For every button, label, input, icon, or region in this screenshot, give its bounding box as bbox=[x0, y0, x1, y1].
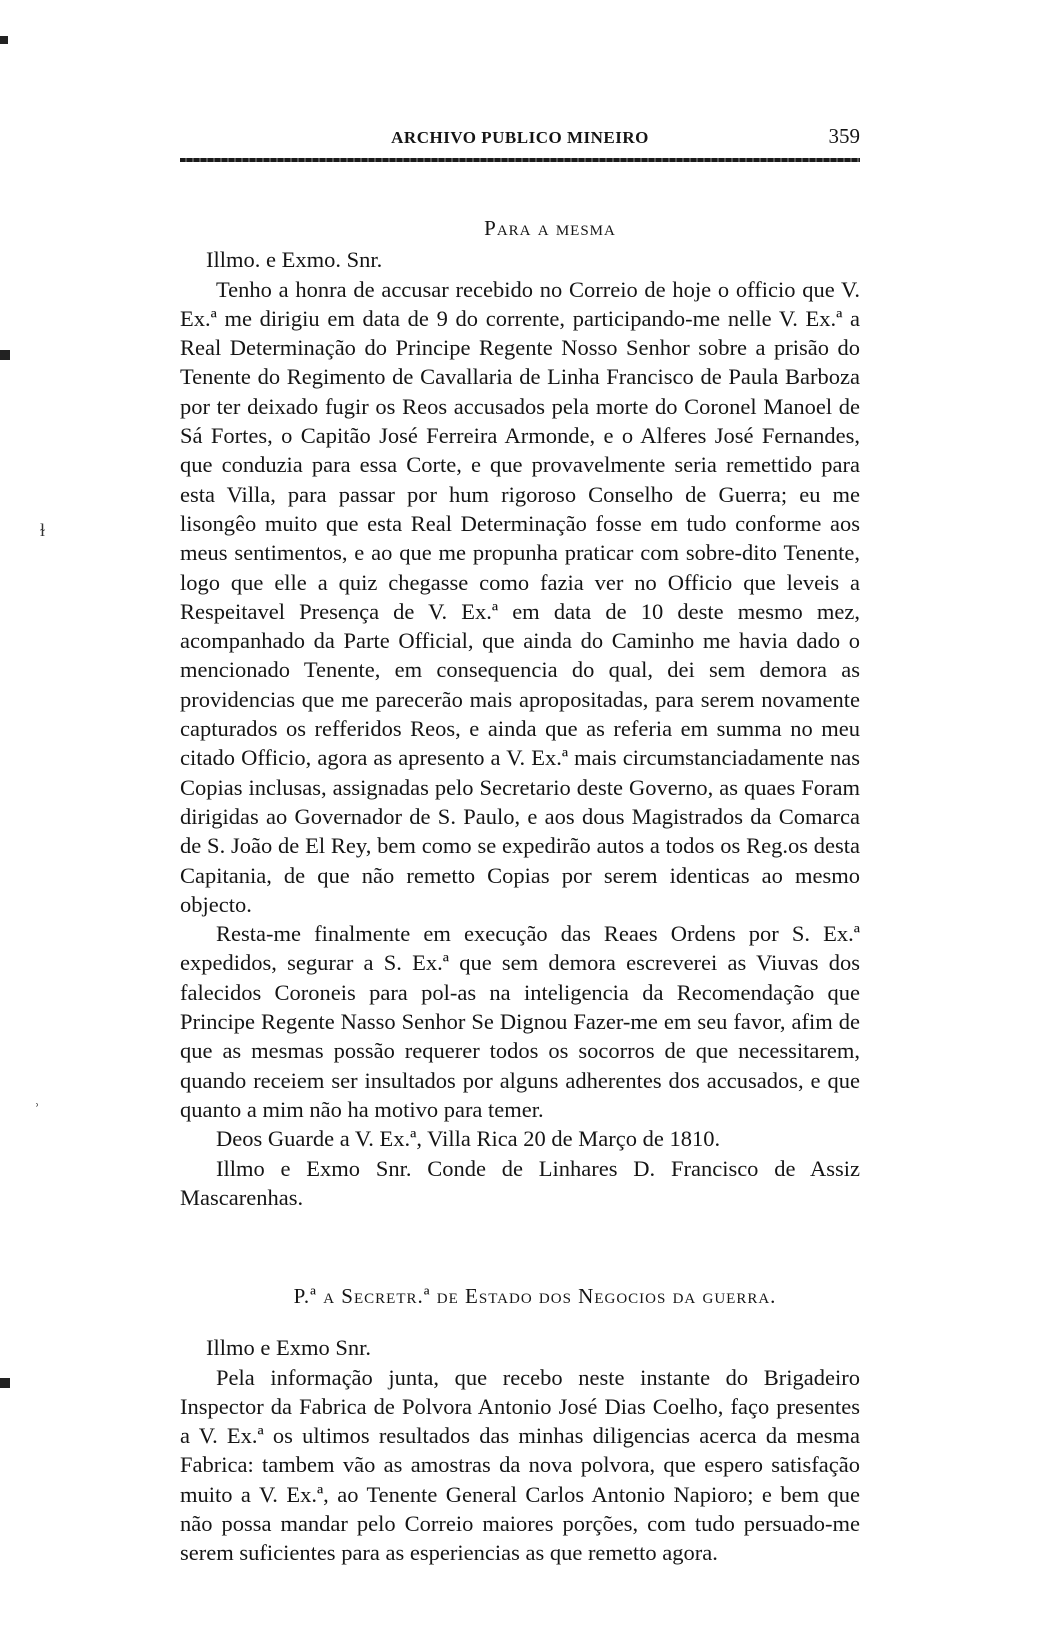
header-rule bbox=[180, 158, 860, 162]
scan-edge-mark bbox=[0, 350, 10, 360]
margin-mark: ʾ bbox=[34, 1100, 40, 1120]
letter-body: Pela informação junta, que recebo neste instante do Brigadeiro Inspector da Fabrica de Polvora Antonio José Dias Coelho, faço presentes a V. Ex.ª os ultimos resultados das minhas diligencias acerca da mesma Fabrica: tambem vão as amostras da nova polvora, que espero satisfação muito a V. Ex.ª, ao Tenente General Carlos Antonio Napioro; e bem que não possa mandar pelo Correio maiores porções, com tudo persuado-me serem suficientes para as esperiencias as que remetto agora. bbox=[180, 1364, 860, 1566]
salutation: Illmo. e Exmo. Snr. bbox=[206, 247, 383, 273]
scan-edge-mark bbox=[0, 36, 8, 44]
running-title: ARCHIVO PUBLICO MINEIRO bbox=[391, 128, 649, 147]
closing-line: Deos Guarde a V. Ex.ª, Villa Rica 20 de Março de 1810. bbox=[216, 1126, 721, 1152]
addressee: Illmo e Exmo Snr. Conde de Linhares D. Francisco de Assiz Mascarenhas. bbox=[180, 1155, 860, 1210]
letter-heading: P.ª a Secretr.ª de Estado dos Negocios da guerra. bbox=[293, 1284, 777, 1308]
scan-edge-mark bbox=[0, 1378, 10, 1388]
margin-mark: ɫ bbox=[40, 520, 46, 540]
letter-section bbox=[180, 1282, 860, 1568]
letter-heading: Para a mesma bbox=[484, 216, 616, 240]
letter-body: Tenho a honra de accusar recebido no Correio de hoje o officio que V. Ex.ª me dirigiu em data de 9 do corrente, participando-me nelle V. Ex.ª a Real Determinação do Principe Regente Nosso Senhor sobre a prisão do Tenente do Regimento de Cavallaria de Linha Francisco de Paula Barboza por ter deixado fugir os Reos accusados pela morte do Coronel Manoel de Sá Fortes, o Capitão José Ferreira Armonde, e o Alferes José Fernandes, que conduzia para essa Corte, e que provavelmente seria remettido para esta Villa, para passar por hum rigoroso Conselho de Guerra; eu me lisongêo muito que esta Real Determinação fosse em tudo conforme aos meus sentimentos, e ao que me propunha praticar com sobre-dito Tenente, logo que elle a quiz chegasse como fazia ver no Officio que leveis a Respeitavel Presença de V. Ex.ª em data de 10 deste mesmo mez, acompanhado da Parte Official, que ainda do Caminho me havia dado o mencionado Tenente, em consequencia do qual, dei sem demora as providencias que me parecerão mais apropositadas, para serem novamente capturados os refferidos Reos, e ainda que as referia em summa no meu citado Officio, agora as apresento a V. Ex.ª mais circumstanciadamente nas Copias inclusas, assignadas pelo Secretario deste Governo, as quaes Foram dirigidas ao Governador de S. Paulo, e aos dous Magistrados da Comarca de S. João de El Rey, bem como se expedirão autos a todos os Reg.os desta Capitania, de que não remetto Copias por serem identicas ao mesmo objecto. bbox=[180, 276, 860, 917]
page-number: 359 bbox=[828, 124, 860, 148]
letter-section bbox=[180, 214, 860, 1212]
salutation: Illmo e Exmo Snr. bbox=[206, 1335, 371, 1361]
letter-body: Resta-me finalmente em execução das Reaes Ordens por S. Ex.ª expedidos, segurar a S. Ex.ª que sem demora escreverei as Viuvas dos falecidos Coroneis para pol-as na inteligencia da Recomendação que Principe Regente Nasso Senhor Se Dignou Fazer-me em seu favor, afim de que as mesmas possão requerer todos os socorros de que necessitarem, quando receiem ser insultados por alguns adherentes dos accusados, e que quanto a mim não ha motivo para temer. bbox=[180, 921, 860, 1122]
running-header bbox=[180, 124, 860, 158]
